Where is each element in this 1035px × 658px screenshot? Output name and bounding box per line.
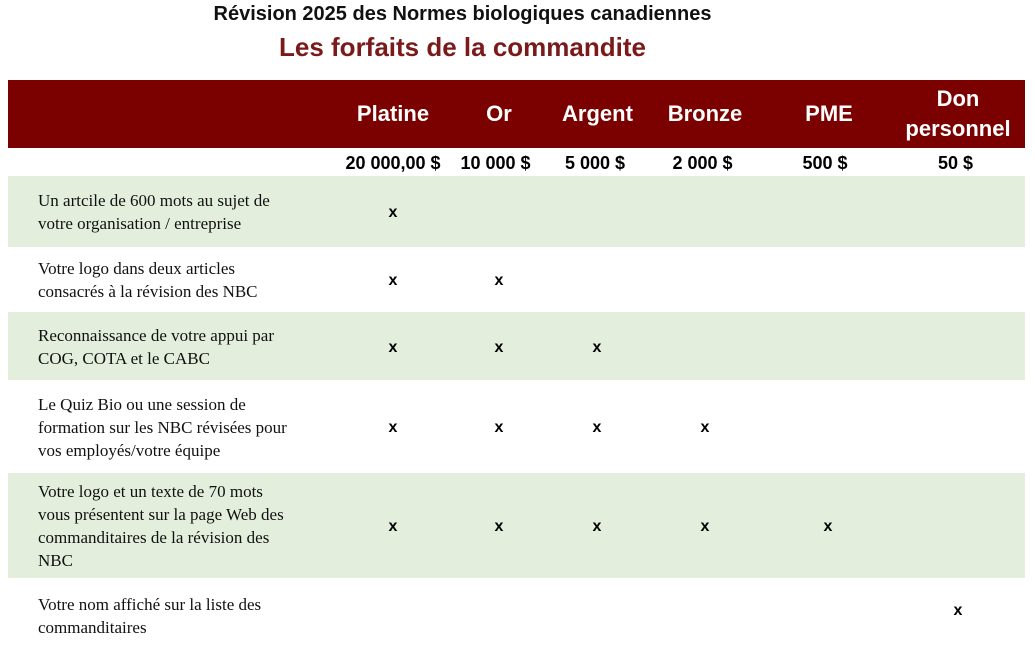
tier-price-bronze: 2 000 $ [672, 152, 733, 173]
benefit-4-bronze-mark: x [700, 419, 710, 436]
tier-price-pme: 500 $ [802, 152, 848, 173]
tier-name-don-personnel: Don personnel [905, 86, 1011, 141]
benefit-label-2: Votre logo dans deux articles consacrés à la révision des NBC [38, 259, 258, 301]
benefit-label-4: Le Quiz Bio ou une session de formation sur les NBC révisées pour vos employés/votre équipe [38, 395, 287, 460]
tier-price-platine: 20 000,00 $ [345, 152, 441, 173]
benefit-5-platine-mark: x [388, 518, 398, 535]
tier-name-bronze: Bronze [667, 101, 743, 126]
tier-name-or: Or [486, 101, 512, 126]
tier-price-argent: 5 000 $ [564, 152, 626, 173]
benefit-label-5: Votre logo et un texte de 70 mots vous présentent sur la page Web des commanditaires de la révision des NBC [38, 482, 284, 570]
benefit-5-argent-mark: x [592, 518, 602, 535]
tier-price-don-personnel: 50 $ [937, 152, 974, 173]
page-title: Révision 2025 des Normes biologiques canadiennes [213, 3, 712, 25]
benefit-4-argent-mark: x [592, 419, 602, 436]
benefit-2-or-mark: x [494, 272, 504, 289]
benefit-label-3: Reconnaissance de votre appui par COG, COTA et le CABC [38, 326, 275, 368]
benefit-5-bronze-mark: x [700, 518, 710, 535]
tier-price-or: 10 000 $ [460, 152, 531, 173]
benefit-3-or-mark: x [494, 339, 504, 356]
tier-name-pme: PME [805, 101, 853, 126]
benefit-2-platine-mark: x [388, 272, 398, 289]
benefit-5-or-mark: x [494, 518, 504, 535]
benefit-6-don-personnel-mark: x [953, 602, 963, 619]
benefit-3-platine-mark: x [388, 339, 398, 356]
benefit-3-argent-mark: x [592, 339, 602, 356]
benefit-label-6: Votre nom affiché sur la liste des commanditaires [38, 595, 262, 637]
tier-name-argent: Argent [562, 101, 633, 126]
benefit-5-pme-mark: x [823, 518, 833, 535]
benefit-4-platine-mark: x [388, 419, 398, 436]
benefit-4-or-mark: x [494, 419, 504, 436]
benefit-1-platine-mark: x [388, 204, 398, 221]
tier-name-platine: Platine [356, 101, 430, 126]
benefit-label-1: Un artcile de 600 mots au sujet de votre organisation / entreprise [38, 191, 270, 233]
page-subtitle: Les forfaits de la commandite [279, 32, 646, 62]
